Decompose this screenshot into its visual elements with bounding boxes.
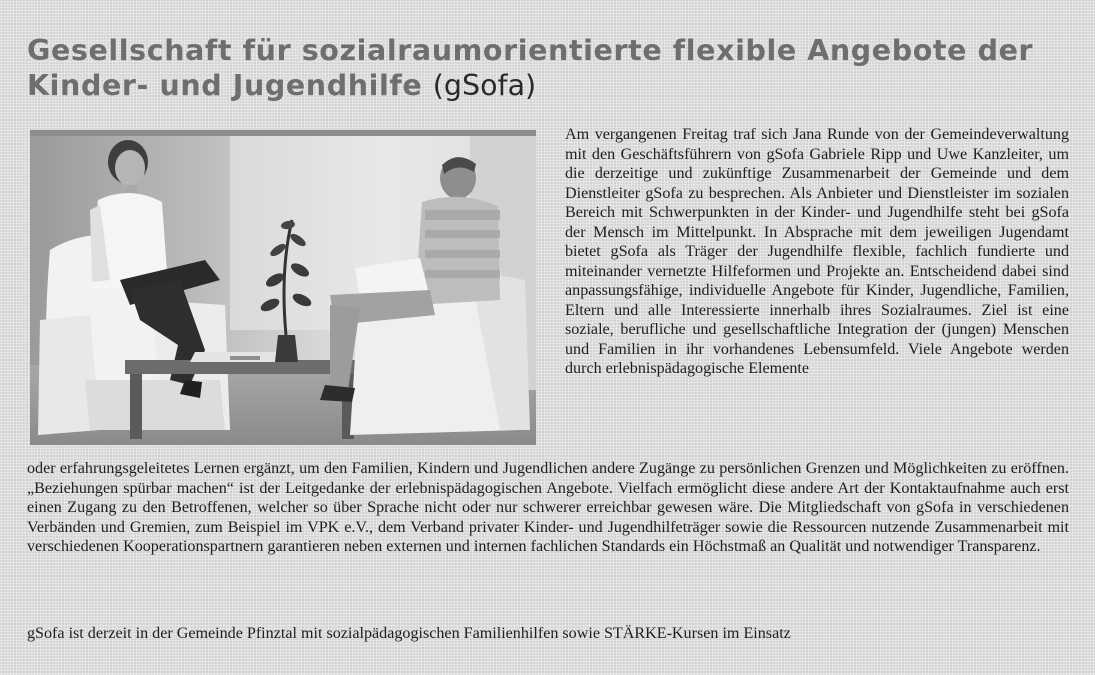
- article-paragraph-intro: Am vergangenen Freitag traf sich Jana Runde von der Gemeindeverwaltung mit den Geschäftsführern von gSofa Gabriele Ripp und Uwe Kanzleiter, um die derzeitige und zukünftige Zusammenarbeit der Gemeinde und dem Dienstleiter gSofa zu besprechen. Als Anbieter und Dienstleister im sozialen Bereich mit Schwerpunkten in der Kinder- und Jugendhilfe steht bei gSofa der Mensch im Mittelpunkt. In Absprache mit dem jeweiligen Jugendamt bietet gSofa als Träger der Jugendhilfe flexible, fachlich fundierte und miteinander vernetzte Hilfeformen und Projekte an. Entscheidend dabei sind anpassungsfähige, individuelle Angebote für Kinder, Jugendliche, Familien, Eltern und alle Interessierte innerhalb ihres Sozialraumes. Ziel ist eine soziale, berufliche und gesellschaftliche Integration der (jungen) Menschen und Familien in ihr vorhandenes Lebensumfeld. Viele Angebote werden durch erlebnispädagogische Elemente: [565, 126, 1069, 377]
- photo-meeting-image: [30, 130, 536, 445]
- article-headline: [27, 33, 1077, 103]
- headline-abbreviation: (gSofa): [432, 69, 537, 102]
- headline-line-1: Gesellschaft für sozialraumorientierte flexible Angebote der: [27, 34, 1034, 67]
- article-closing-paragraph: [27, 624, 1069, 644]
- headline-line-2: Kinder- und Jugendhilfe: [27, 69, 423, 102]
- article-paragraph-continued: oder erfahrungsgeleitetes Lernen ergänzt, um den Familien, Kindern und Jugendlichen andere Zugänge zu persönlichen Grenzen und Möglichkeiten zu eröffnen. „Beziehungen spürbar machen“ ist der Leitgedanke der erlebnispädagogischen Angebote. Vielfach ermöglicht diese andere Art der Kontaktaufnahme auch erst einen Zugang zu den Betroffenen, welcher so über Sprache nicht oder nur schwerer erreichbar gewesen wäre. Die Mitgliedschaft von gSofa in verschiedenen Verbänden und Gremien, zum Beispiel im VPK e.V., dem Verband privater Kinder- und Jugendhilfeträger sowie die Ressourcen nutzende Zusammenarbeit mit verschiedenen Kooperationspartnern garantieren neben externen und internen fachlichen Standards ein Höchstmaß an Qualität und notwendiger Transparenz.: [27, 460, 1069, 555]
- article-full-width-text: [27, 459, 1069, 557]
- article-paragraph-closing: gSofa ist derzeit in der Gemeinde Pfinztal mit sozialpädagogischen Familienhilfen sowie STÄRKE-Kursen im Einsatz: [27, 625, 791, 642]
- article-wrapped-column: [565, 125, 1069, 379]
- article-photo: [30, 130, 536, 445]
